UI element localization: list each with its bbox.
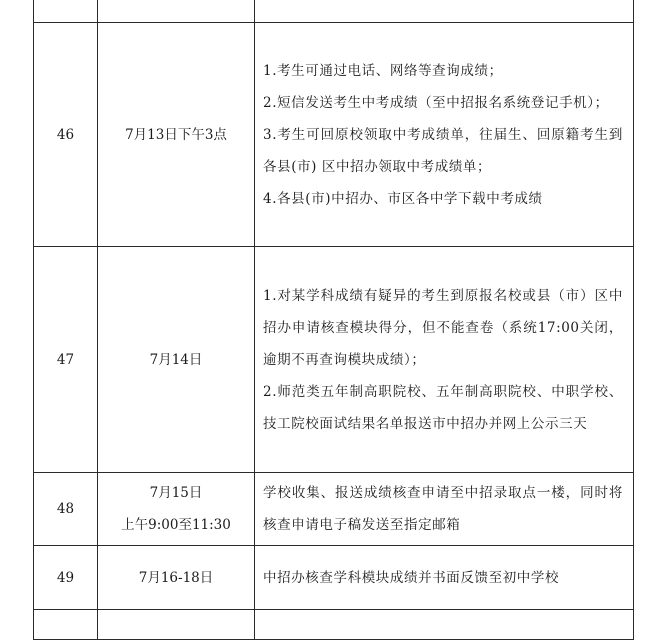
schedule-table [33, 0, 634, 640]
table-row [34, 610, 634, 640]
table-row [34, 546, 634, 610]
content-cell [255, 546, 634, 610]
time-cell [98, 0, 255, 23]
time-cell [98, 546, 255, 610]
time-cell [98, 610, 255, 640]
row-number-cell: 47 [34, 247, 98, 473]
table-row [34, 247, 634, 473]
content-cell [255, 247, 634, 473]
content-item: 3.考生可回原校领取中考成绩单，往届生、回原籍考生到各县(市) 区中招办领取中考成绩单； [263, 126, 623, 175]
content-cell [255, 0, 634, 23]
content-cell [255, 473, 634, 546]
time-cell [98, 473, 255, 546]
row-number-cell: 49 [34, 546, 98, 610]
content-cell [255, 23, 634, 247]
content-item: 学校收集、报送成绩核查申请至中招录取点一楼，同时将核查申请电子稿发送至指定邮箱 [263, 485, 623, 533]
time-text: 7月14日 [149, 351, 203, 368]
content-item: 1.对某学科成绩有疑异的考生到原报名校或县（市）区中招办申请核查模块得分，但不能查卷（系统17:00关闭，逾期不再查询模块成绩）； [263, 287, 623, 368]
time-cell [98, 247, 255, 473]
content-item: 中招办核查学科模块成绩并书面反馈至初中学校 [263, 569, 560, 586]
table-row [34, 473, 634, 546]
row-number-cell [34, 0, 98, 23]
row-number-cell [34, 610, 98, 640]
time-text: 上午9:00至11:30 [121, 517, 231, 533]
content-item: 2.师范类五年制高职院校、五年制高职院校、中职学校、技工院校面试结果名单报送市中招办并网上公示三天 [263, 383, 623, 432]
table-row [34, 23, 634, 247]
row-number-cell: 48 [34, 473, 98, 546]
time-text: 7月16-18日 [138, 569, 214, 586]
time-text: 7月13日下午3点 [125, 126, 227, 143]
content-item: 4.各县(市)中招办、市区各中学下载中考成绩 [263, 190, 543, 207]
content-item: 1.考生可通过电话、网络等查询成绩； [263, 62, 503, 79]
content-cell [255, 610, 634, 640]
time-text: 7月15日 [149, 485, 203, 501]
time-cell [98, 23, 255, 247]
content-item: 2.短信发送考生中考成绩（至中招报名系统登记手机）； [263, 94, 609, 111]
table-row [34, 0, 634, 23]
row-number-cell: 46 [34, 23, 98, 247]
